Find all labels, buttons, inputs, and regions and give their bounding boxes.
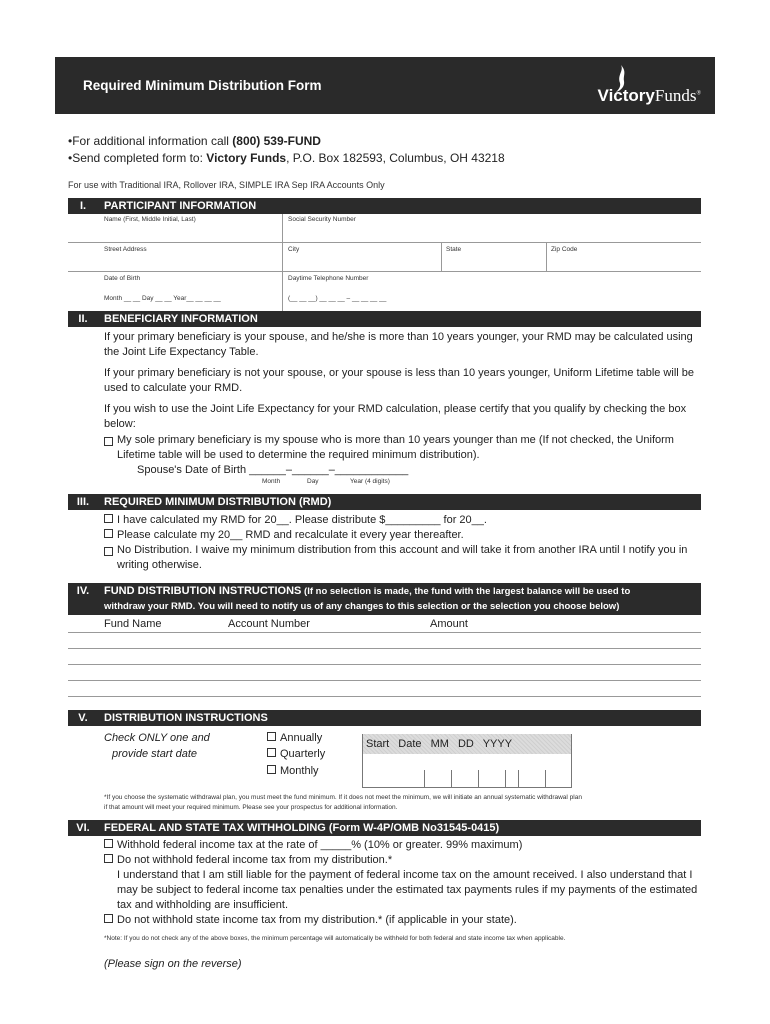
tax-option-3[interactable]: Do not withhold state income tax from my distribution.* (if applicable in your state).: [104, 913, 517, 928]
start-date-instruction: provide start date: [112, 748, 197, 760]
for-use-note: For use with Traditional IRA, Rollover IRA, SIMPLE IRA Sep IRA Accounts Only: [68, 180, 385, 190]
systematic-note-1: *If you choose the systematic withdrawal plan, you must meet the fund minimum. If it does not meet the minimum, we will initiate an annual systematic withdrawal plan: [104, 794, 582, 801]
street-label: Street Address: [104, 246, 147, 253]
annually-option[interactable]: Annually: [267, 731, 322, 746]
withholding-note: *Note: If you do not check any of the above boxes, the minimum percentage will automatically be withheld for both federal and state income tax when applicable.: [104, 935, 566, 942]
col-account-number: Account Number: [228, 618, 310, 630]
spouse-dob-field[interactable]: Spouse's Date of Birth ______–______–____________: [137, 464, 409, 476]
section-tax-header: VI. FEDERAL AND STATE TAX WITHHOLDING (Form W-4P/OMB No31545-0415): [68, 820, 701, 836]
phone-input[interactable]: (__ __ __) __ __ __ – __ __ __ __: [288, 295, 387, 302]
beneficiary-para-1: If your primary beneficiary is your spouse, and he/she is more than 10 years younger, your RMD may be calculated using the Joint Life Expectancy Table.: [104, 331, 693, 358]
tax-option-2[interactable]: Do not withhold federal income tax from my distribution.*: [104, 853, 392, 868]
col-amount: Amount: [430, 618, 468, 630]
day-caption: Day: [307, 478, 319, 485]
dob-label: Date of Birth: [104, 275, 141, 282]
col-fund-name: Fund Name: [104, 618, 162, 630]
start-date-field[interactable]: [362, 734, 572, 788]
rmd-option-1[interactable]: I have calculated my RMD for 20__. Please distribute $_________ for 20__.: [104, 513, 487, 528]
section-rmd-header: III. REQUIRED MINIMUM DISTRIBUTION (RMD): [68, 494, 701, 510]
spouse-checkbox-row[interactable]: [104, 433, 704, 463]
rmd-option-2-checkbox[interactable]: [104, 529, 113, 538]
dob-input[interactable]: Month __ __ Day __ __ Year__ __ __ __: [104, 295, 221, 302]
form-title: Required Minimum Distribution Form: [83, 78, 322, 93]
ssn-label: Social Security Number: [288, 216, 356, 223]
systematic-note-2: if that amount will meet your required minimum. Please see your prospectus for additional information.: [104, 804, 398, 811]
logo-wordmark: VictoryFunds®: [597, 86, 701, 105]
section-distribution-header: V. DISTRIBUTION INSTRUCTIONS: [68, 710, 701, 726]
check-only-text: Check ONLY one and: [104, 732, 210, 744]
tax-liability-statement: I understand that I am still liable for the payment of federal income tax on the amount received. I also understand that I may be subject to federal income tax penalties under the estimated tax payments rules if my payments of the estimated tax and withholding are insufficient.: [117, 869, 698, 911]
name-label: Name (First, Middle Initial, Last): [104, 216, 196, 223]
monthly-checkbox[interactable]: [267, 765, 276, 774]
zip-label: Zip Code: [551, 246, 578, 253]
quarterly-checkbox[interactable]: [267, 748, 276, 757]
withhold-federal-checkbox[interactable]: [104, 839, 113, 848]
section-participant-header: I. PARTICIPANT INFORMATION: [68, 198, 701, 214]
send-line: •Send completed form to: Victory Funds, P.O. Box 182593, Columbus, OH 43218: [68, 151, 505, 165]
rmd-option-3[interactable]: No Distribution. I waive my minimum distribution from this account and will take it from another IRA until I notify you in writing otherwise.: [104, 543, 704, 573]
quarterly-option[interactable]: Quarterly: [267, 747, 325, 762]
monthly-option[interactable]: Monthly: [267, 764, 319, 779]
info-line: •For additional information call (800) 539-FUND: [68, 134, 321, 148]
tax-option-1[interactable]: Withhold federal income tax at the rate of _____% (10% or greater. 99% maximum): [104, 838, 522, 853]
year-caption: Year (4 digits): [350, 478, 390, 485]
fund-row-1[interactable]: [68, 632, 701, 633]
section-fund-header: IV. FUND DISTRIBUTION INSTRUCTIONS (If no selection is made, the fund with the largest balance will be used to withdraw your RMD. You will need to notify us of any changes to this selection or the selection you choose below): [68, 583, 701, 615]
city-label: City: [288, 246, 300, 253]
sign-reverse-note: (Please sign on the reverse): [104, 958, 242, 970]
fund-row-3[interactable]: [68, 664, 701, 665]
spouse-checkbox[interactable]: [104, 437, 113, 446]
no-federal-checkbox[interactable]: [104, 854, 113, 863]
annually-checkbox[interactable]: [267, 732, 276, 741]
state-label: State: [446, 246, 462, 253]
fund-row-5[interactable]: [68, 696, 701, 697]
phone-label: Daytime Telephone Number: [288, 275, 369, 282]
beneficiary-para-2: If your primary beneficiary is not your spouse, or your spouse is less than 10 years younger, Uniform Lifetime table will be used to calculate your RMD.: [104, 367, 694, 394]
rmd-option-1-checkbox[interactable]: [104, 514, 113, 523]
victory-funds-logo: [591, 65, 701, 109]
fund-row-4[interactable]: [68, 680, 701, 681]
rmd-option-3-checkbox[interactable]: [104, 547, 113, 556]
form-header: [55, 57, 715, 114]
month-caption: Month: [262, 478, 281, 485]
rmd-option-2[interactable]: Please calculate my 20__ RMD and recalculate it every year thereafter.: [104, 528, 464, 543]
beneficiary-para-3: If you wish to use the Joint Life Expectancy for your RMD calculation, please certify that you qualify by checking the box below:: [104, 403, 687, 430]
start-date-label: Start Date MM DD YYYY: [366, 738, 513, 750]
spouse-checkbox-label: My sole primary beneficiary is my spouse who is more than 10 years younger than me (If not checked, the Uniform Lifetime table will be used to determine the required minimum distribution).: [117, 434, 674, 461]
no-state-checkbox[interactable]: [104, 914, 113, 923]
section-beneficiary-header: II. BENEFICIARY INFORMATION: [68, 311, 701, 327]
fund-row-2[interactable]: [68, 648, 701, 649]
